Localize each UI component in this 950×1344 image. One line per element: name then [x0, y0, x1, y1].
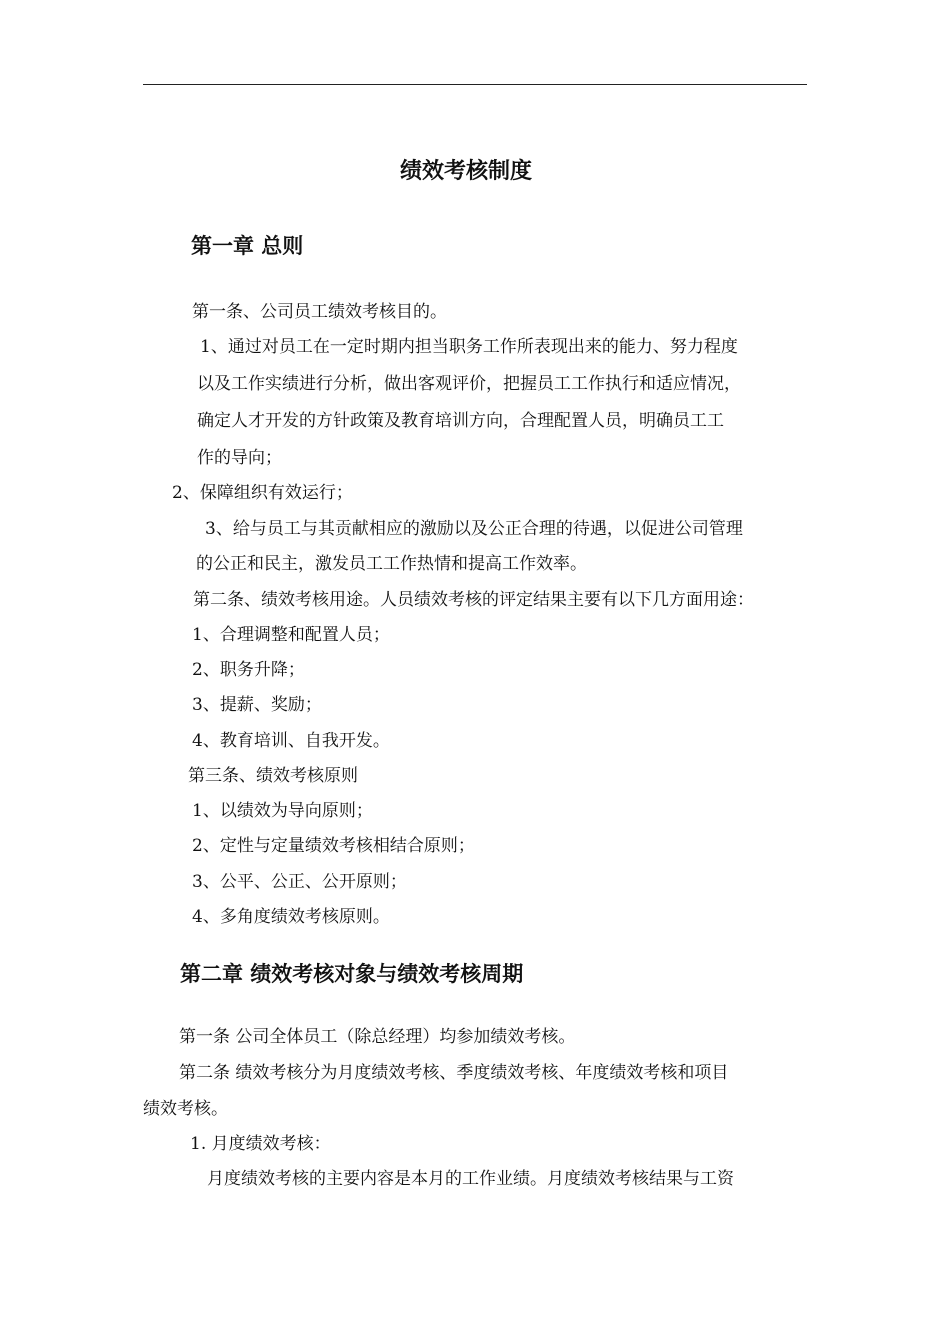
paragraph-line: 绩效考核。: [143, 1099, 228, 1119]
paragraph-line: 以及工作实绩进行分析，做出客观评价，把握员工工作执行和适应情况，: [197, 374, 741, 394]
list-item: 4、多角度绩效考核原则。: [192, 907, 390, 927]
header-rule: [143, 84, 807, 85]
paragraph-line: 的公正和民主，激发员工工作热情和提高工作效率。: [196, 554, 587, 574]
list-item: 2、定性与定量绩效考核相结合原则；: [192, 836, 475, 856]
article-2-heading: 第二条、绩效考核用途。人员绩效考核的评定结果主要有以下几方面用途：: [193, 590, 754, 610]
article-3-heading: 第三条、绩效考核原则: [188, 766, 358, 786]
chapter-2-heading: 第二章 绩效考核对象与绩效考核周期: [180, 961, 524, 986]
subsection-heading: 1. 月度绩效考核：: [190, 1134, 331, 1154]
article-1-heading: 第一条、公司员工绩效考核目的。: [192, 302, 447, 322]
list-item: 1、合理调整和配置人员；: [192, 625, 390, 645]
article-1-heading: 第一条 公司全体员工（除总经理）均参加绩效考核。: [179, 1027, 576, 1047]
chapter-1-heading: 第一章 总则: [191, 233, 304, 258]
list-item: 2、保障组织有效运行；: [172, 483, 353, 503]
paragraph-line: 月度绩效考核的主要内容是本月的工作业绩。月度绩效考核结果与工资: [207, 1169, 734, 1189]
paragraph-line: 确定人才开发的方针政策及教育培训方向，合理配置人员，明确员工工: [197, 411, 724, 431]
list-item: 4、教育培训、自我开发。: [192, 731, 390, 751]
list-item: 1、以绩效为导向原则；: [192, 801, 373, 821]
paragraph-line: 1、通过对员工在一定时期内担当职务工作所表现出来的能力、努力程度: [200, 337, 738, 357]
document-title: 绩效考核制度: [400, 158, 533, 184]
list-item: 3、公平、公正、公开原则；: [192, 872, 407, 892]
paragraph-line: 3、给与员工与其贡献相应的激励以及公正合理的待遇，以促进公司管理: [205, 519, 743, 539]
paragraph-line: 作的导向；: [197, 448, 282, 468]
list-item: 3、提薪、奖励；: [192, 695, 322, 715]
list-item: 2、职务升降；: [192, 660, 305, 680]
article-2-heading: 第二条 绩效考核分为月度绩效考核、季度绩效考核、年度绩效考核和项目: [179, 1063, 729, 1083]
